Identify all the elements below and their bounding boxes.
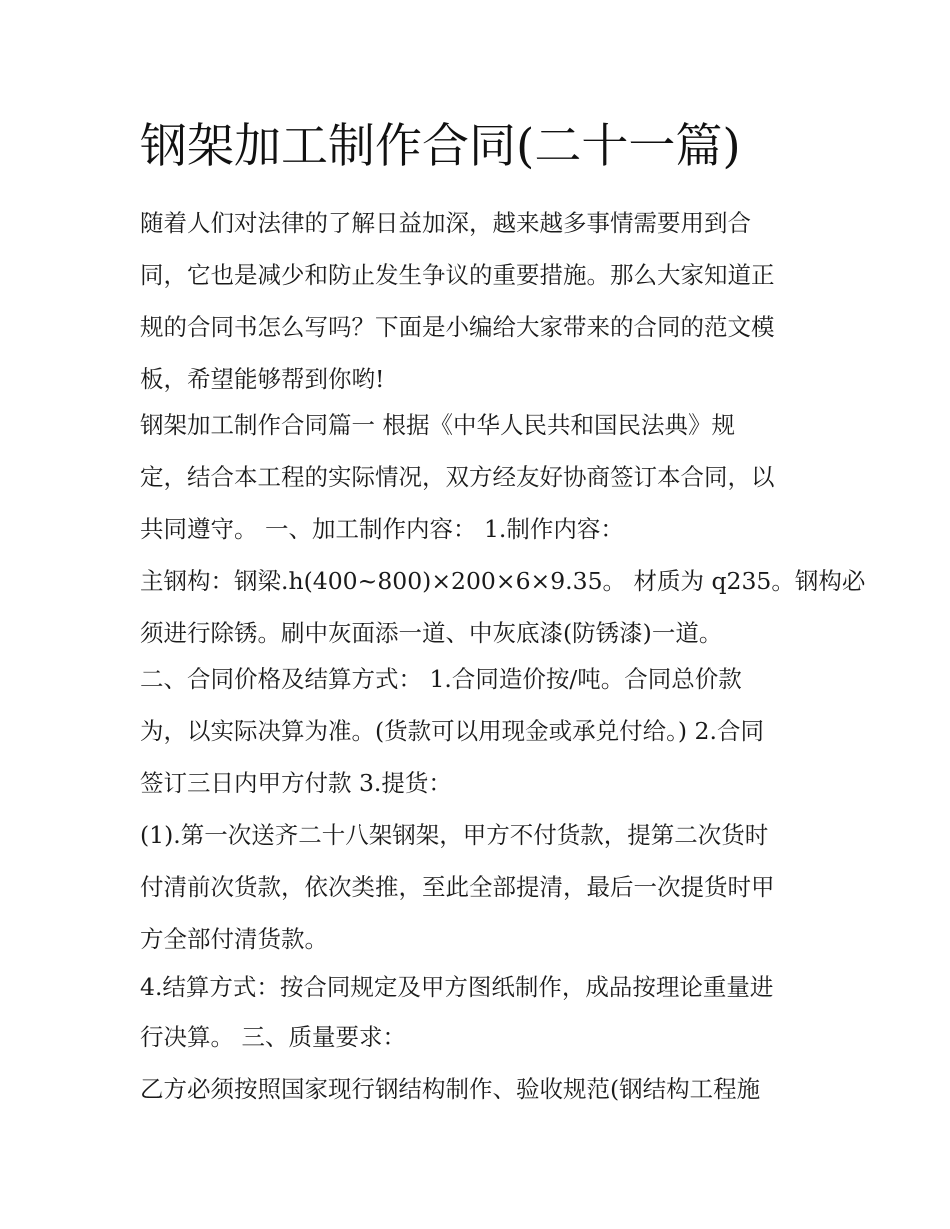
body-line-18: 乙方必须按照国家现行钢结构制作、验收规范(钢结构工程施 xyxy=(140,1075,761,1103)
body-line-14: 付清前次货款，依次类推，至此全部提清，最后一次提货时甲 xyxy=(140,873,775,901)
body-line-13: (1).第一次送齐二十八架钢架，甲方不付货款，提第二次货时 xyxy=(140,821,769,849)
body-line-9: 须进行除锈。刷中灰面添一道、中灰底漆(防锈漆)一道。 xyxy=(140,619,723,647)
body-line-3: 规的合同书怎么写吗？下面是小编给大家带来的合同的范文模 xyxy=(140,313,775,341)
body-line-16: 4.结算方式：按合同规定及甲方图纸制作，成品按理论重量进 xyxy=(140,973,774,1001)
body-line-7: 共同遵守。 一、加工制作内容： 1.制作内容： xyxy=(140,515,624,543)
body-line-10: 二、合同价格及结算方式： 1.合同造价按/吨。合同总价款 xyxy=(140,665,742,693)
body-line-2: 同，它也是减少和防止发生争议的重要措施。那么大家知道正 xyxy=(140,261,775,289)
body-line-6: 定，结合本工程的实际情况，双方经友好协商签订本合同，以 xyxy=(140,463,775,491)
body-line-15: 方全部付清货款。 xyxy=(140,925,328,953)
body-line-5: 钢架加工制作合同篇一 根据《中华人民共和国民法典》规 xyxy=(140,411,735,439)
body-line-11: 为，以实际决算为准。(货款可以用现金或承兑付给。) 2.合同 xyxy=(140,717,764,745)
body-line-12: 签订三日内甲方付款 3.提货： xyxy=(140,769,452,797)
body-line-1: 随着人们对法律的了解日益加深，越来越多事情需要用到合 xyxy=(140,209,751,237)
body-line-4: 板，希望能够帮到你哟! xyxy=(140,365,385,393)
body-line-17: 行决算。 三、质量要求： xyxy=(140,1023,406,1051)
body-line-8: 主钢构：钢梁.h(400~800)×200×6×9.35。 材质为 q235。钢构必 xyxy=(140,567,866,595)
document-title: 钢架加工制作合同(二十一篇) xyxy=(140,119,741,174)
